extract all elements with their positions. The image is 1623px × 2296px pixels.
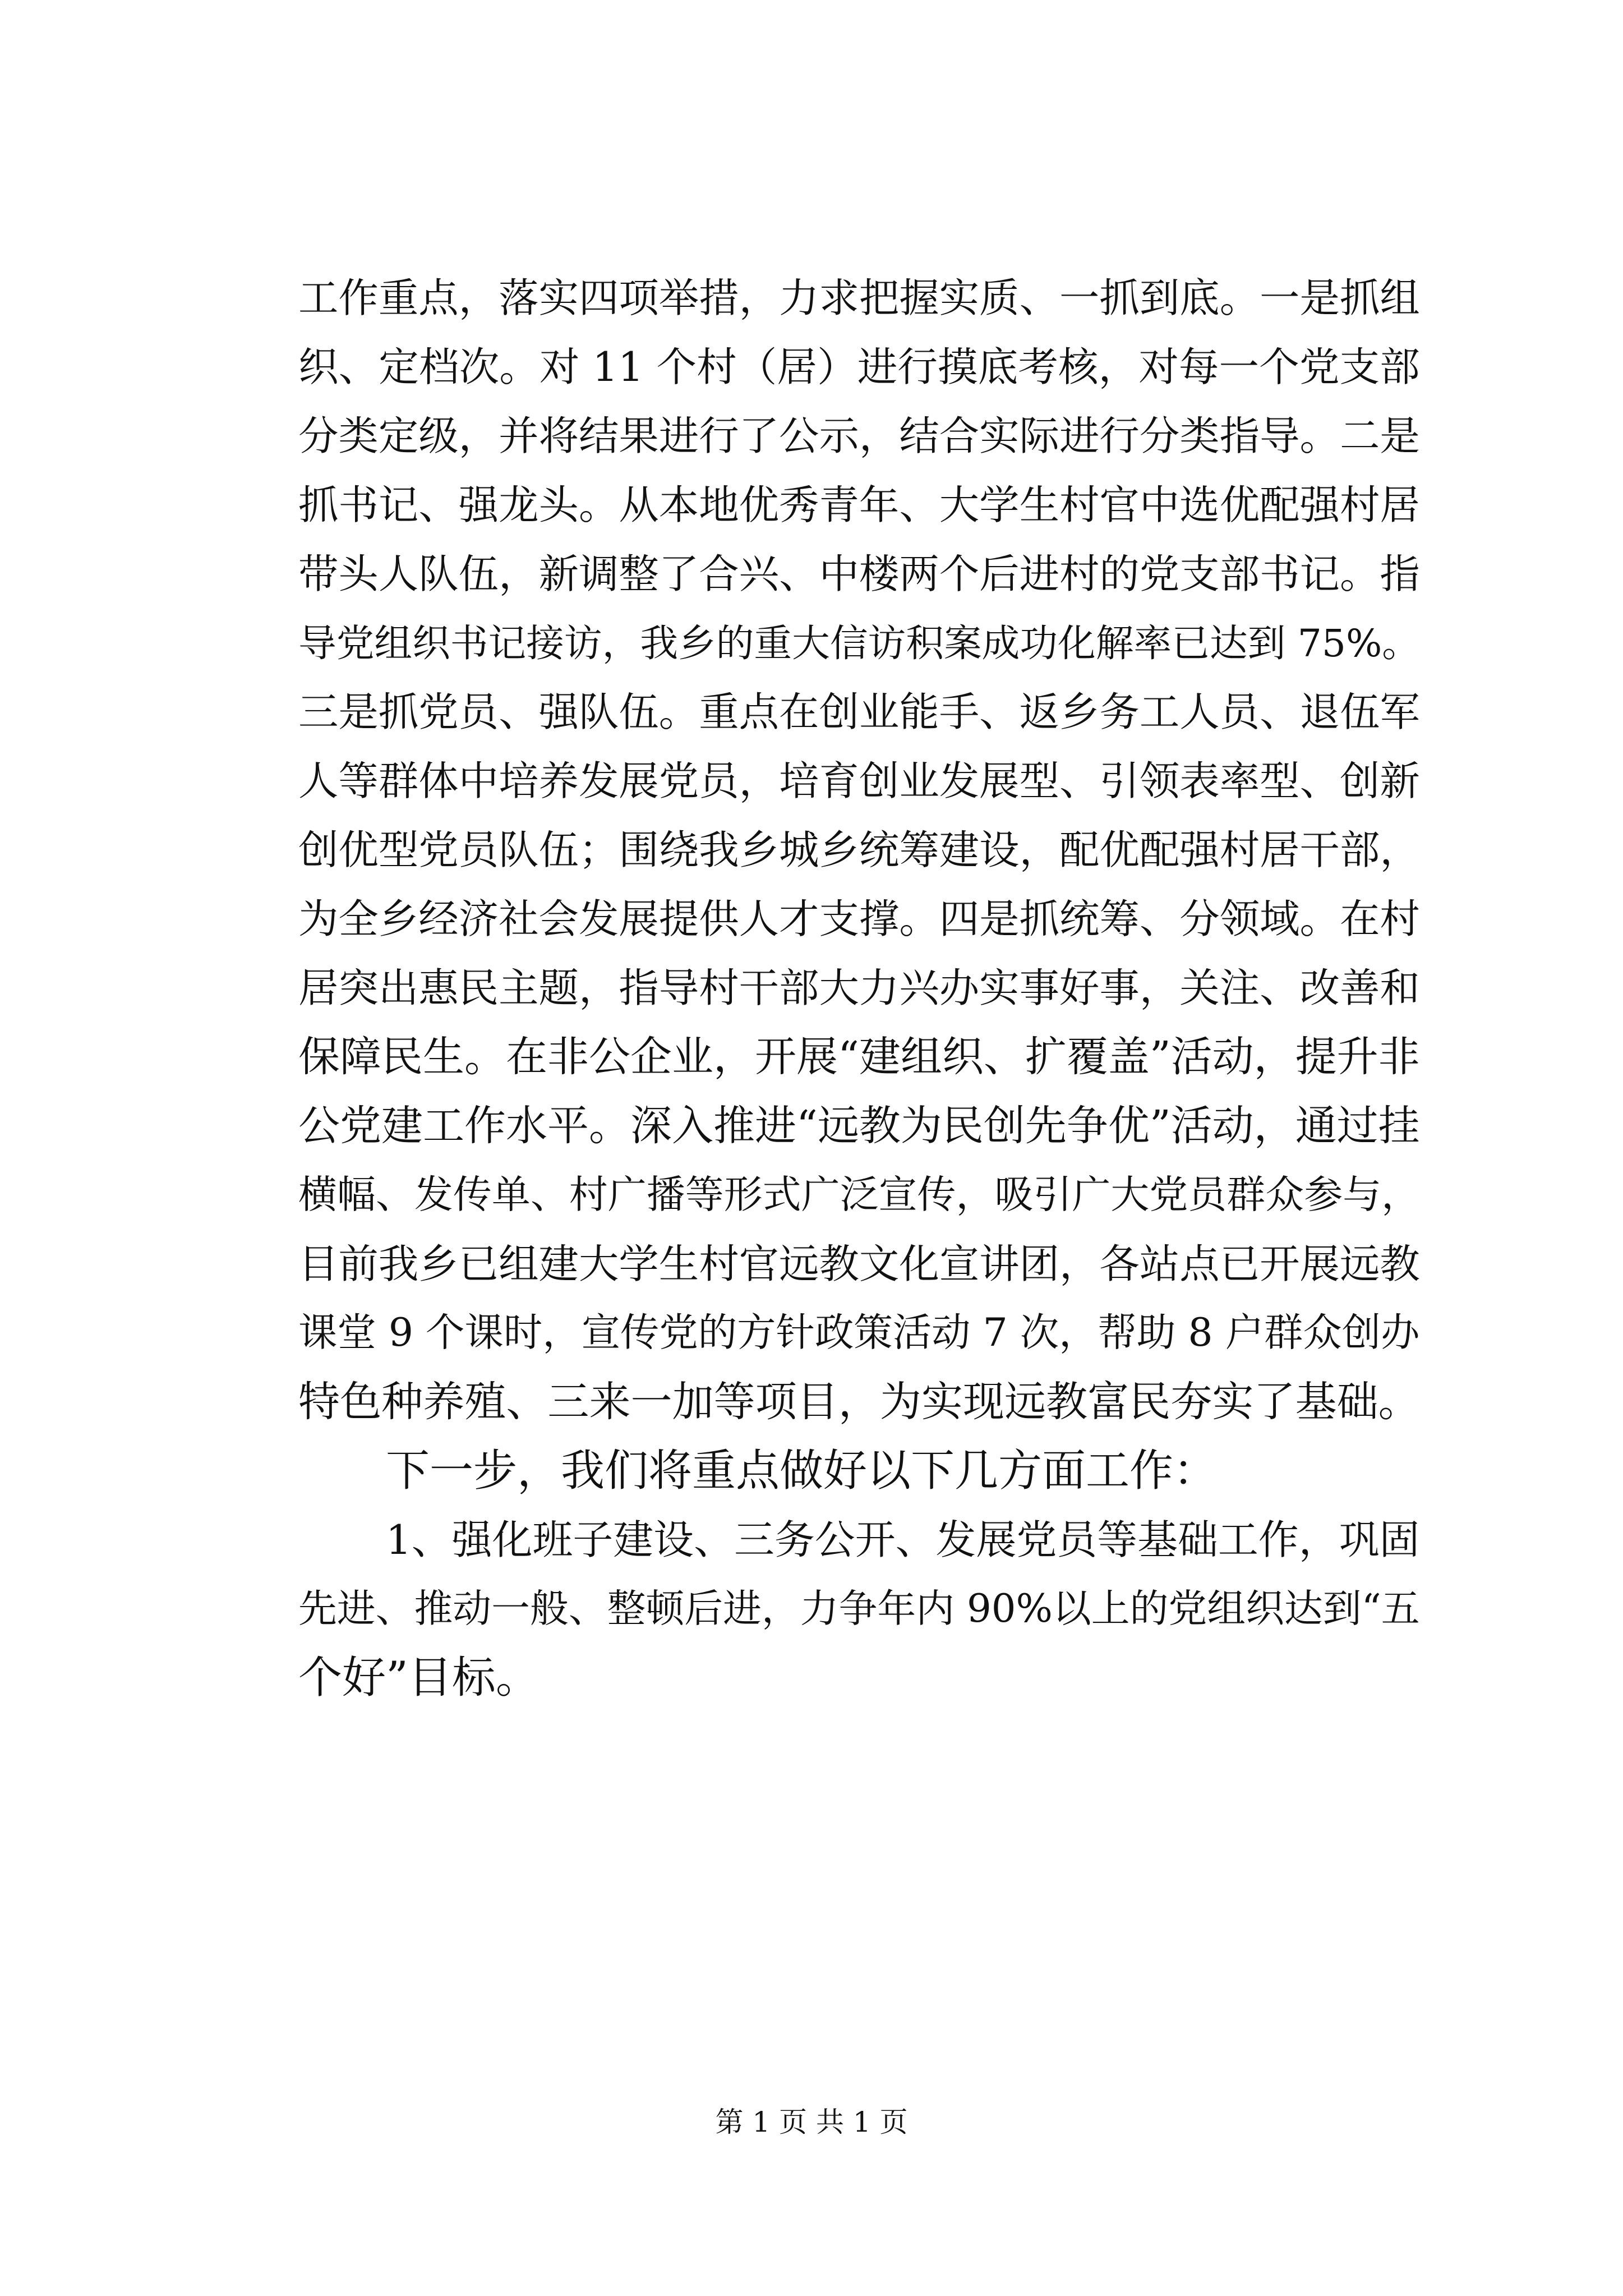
list-item-line: 1、强化班子建设、三务公开、发展党员等基础工作，巩固	[386, 1516, 1420, 1563]
document-body	[298, 264, 1420, 1713]
text-line: 横幅、发传单、村广播等形式广泛宣传，吸引广大党员群众参与，	[298, 1172, 1421, 1217]
text-line: 人等群体中培养发展党员，培育创业发展型、引领表率型、创新	[298, 758, 1420, 804]
text-line: 先进、推动一般、整顿后进，力争年内 90%以上的党组织达到“五	[298, 1586, 1420, 1631]
text-line: 公党建工作水平。深入推进“远教为民创先争优”活动，通过挂	[298, 1102, 1420, 1150]
text-line: 个好”目标。	[298, 1653, 540, 1703]
text-line: 工作重点，落实四项举措，力求把握实质、一抓到底。一是抓组	[298, 275, 1420, 321]
paragraph-heading-line: 下一步，我们将重点做好以下几方面工作：	[386, 1446, 1218, 1496]
text-line: 目前我乡已组建大学生村官远教文化宣讲团，各站点已开展远教	[298, 1241, 1420, 1287]
page-number: 第 1 页 共 1 页	[715, 2106, 908, 2138]
text-line: 课堂 9 个课时，宣传党的方针政策活动 7 次，帮助 8 户群众创办	[298, 1310, 1420, 1355]
text-line: 特色种养殖、三来一加等项目，为实现远教富民夯实了基础。	[298, 1378, 1420, 1426]
text-line: 创优型党员队伍；围绕我乡城乡统筹建设，配优配强村居干部，	[298, 827, 1420, 873]
text-line: 为全乡经济社会发展提供人才支撑。四是抓统筹、分领域。在村	[298, 896, 1420, 942]
text-line: 居突出惠民主题，指导村干部大力兴办实事好事，关注、改善和	[298, 965, 1420, 1011]
page-footer	[0, 2102, 1623, 2142]
text-line: 带头人队伍，新调整了合兴、中楼两个后进村的党支部书记。指	[298, 551, 1420, 597]
text-line: 导党组织书记接访，我乡的重大信访积案成功化解率已达到 75%。	[298, 621, 1420, 665]
text-line: 保障民生。在非公企业，开展“建组织、扩覆盖”活动，提升非	[298, 1033, 1420, 1081]
text-line: 抓书记、强龙头。从本地优秀青年、大学生村官中选优配强村居	[298, 482, 1420, 528]
text-line: 三是抓党员、强队伍。重点在创业能手、返乡务工人员、退伍军	[298, 689, 1420, 735]
text-line: 分类定级，并将结果进行了公示，结合实际进行分类指导。二是	[298, 413, 1420, 459]
text-line: 织、定档次。对 11 个村（居）进行摸底考核，对每一个党支部	[298, 343, 1420, 390]
